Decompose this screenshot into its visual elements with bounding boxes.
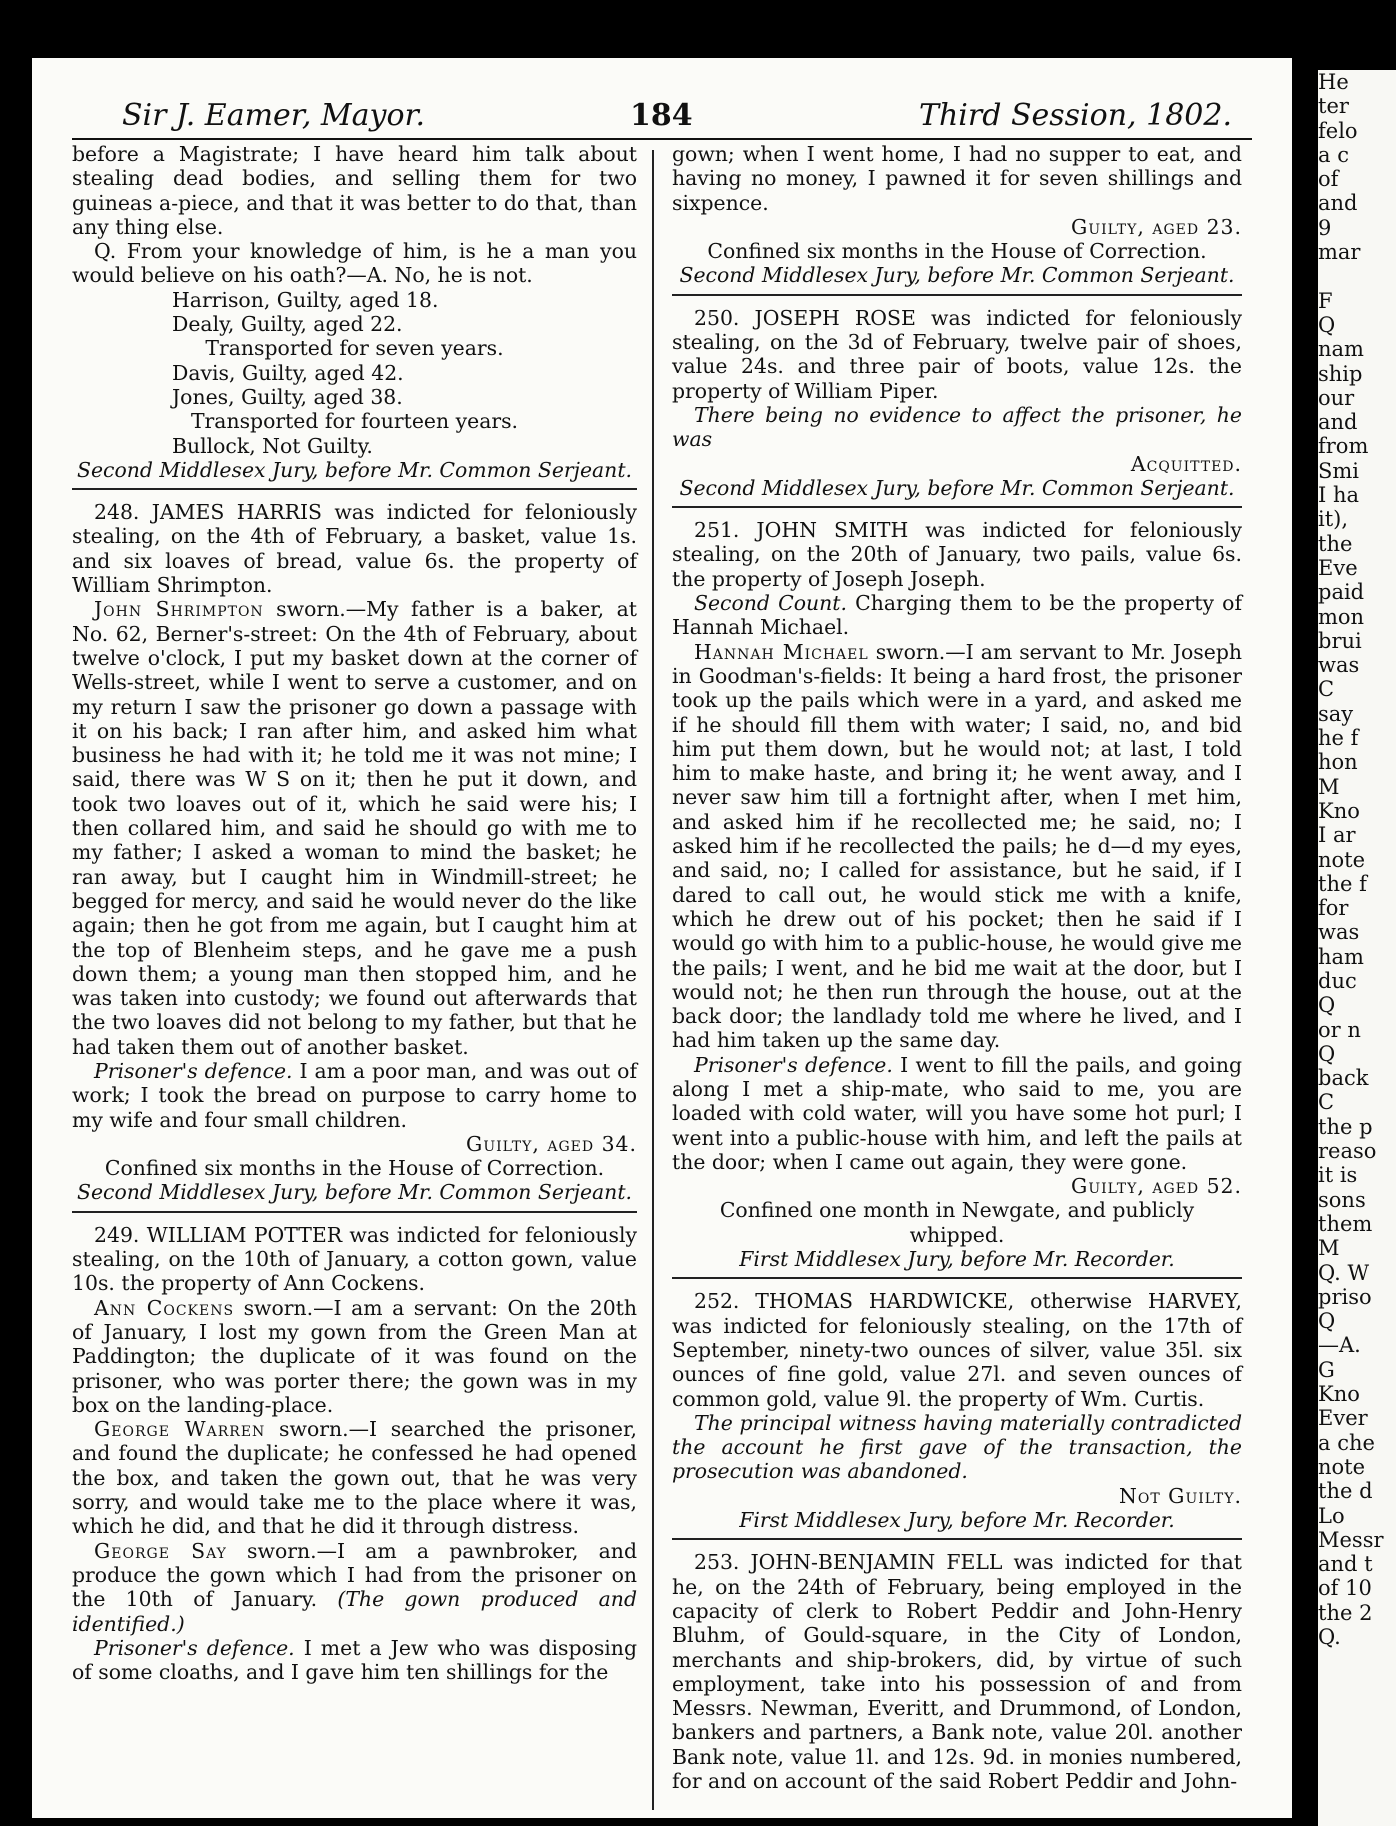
prisoner-defence [672,1053,1242,1174]
defence-label: Prisoner's defence. [694,1052,893,1077]
defence-label: Prisoner's defence. [94,1058,293,1083]
witness-testimony [72,1417,637,1538]
verdict-line: Davis, Guilty, aged 42. [172,360,404,385]
next-page-fragment: Q [1318,312,1336,337]
next-page-fragment: I ar [1318,823,1356,848]
witness-name: John Shrimpton [94,597,264,622]
next-page-fragment: our [1318,385,1355,410]
jury-line: Second Middlesex Jury, before Mr. Common Serjeant. [679,475,1235,500]
testimony-text: sworn.—I am servant to Mr. Joseph in Goodman's-fields: It being a hard frost, the prisoner took up the pails which were in a yard, and asked me if he should fill them with water; I said, no, and bid him put them down, but he would not; at last, I told him to make haste, and bring it; he went away, and I never saw him till a fortnight after, when I met him, and asked him if he recollected me; he said, no; I asked him if he recollected the pails; he d—d my eyes, and said, no; I called for assistance, but he said, if I dared to call out, he would stick me with a knife, which he drew out of his pocket; then he said if I would go with him to a public-house, he would give me the pails; I went, and he bid me wait at the door, but I would not; he then run through the house, out at the back door; the landlady told me where he lived, and I had him taken up the same day. [672,639,1243,1053]
next-page-fragment: M [1318,774,1340,799]
case-title: 249. WILLIAM POTTER was indicted for feloniously stealing, on the 10th of January, a cotton gown, value 10s. the property of Ann Cockens. [72,1222,637,1296]
section-rule [672,1277,1242,1279]
left-column [72,142,637,1684]
next-page-fragment: I ha [1318,483,1360,508]
next-page-fragment: brui [1318,628,1362,653]
next-page-fragment: He [1318,70,1349,94]
jury-line: First Middlesex Jury, before Mr. Recorder. [739,1508,1175,1533]
next-page-fragment: the 2 [1318,1600,1373,1625]
next-page-fragment: note [1318,1454,1366,1479]
verdict-line: Guilty, aged 23. [1071,214,1242,239]
next-page-fragment: Eve [1318,555,1358,580]
next-page-fragment: C [1318,1090,1335,1115]
witness-testimony [672,640,1242,1053]
section-rule [672,506,1242,508]
defence-label: Prisoner's defence. [94,1635,295,1660]
next-page-fragment: mar [1318,240,1361,265]
section-rule [672,294,1242,296]
prisoner-defence [72,1059,637,1132]
jury-line: First Middlesex Jury, before Mr. Recorder. [739,1247,1175,1272]
next-page-fragment: mon [1318,604,1365,629]
case-title: 253. JOHN-BENJAMIN FELL was indicted for that he, on the 24th of February, being employed in the capacity of clerk to Robert Peddir and John-Henry Bluhm, of Gould-square, in the City of London, merchants and ship-brokers, did, by virtue of such employment, take into his possession of and from Messrs. Newman, Everitt, and Drummond, of London, bankers and partners, a Bank note, value 20l. another Bank note, value 1l. and 12s. 9d. in monies numbered, for and on account of the said Robert Peddir and John- [672,1550,1242,1793]
next-page-fragment: ham [1318,944,1364,969]
intro-paragraph: before a Magistrate; I have heard him talk about stealing dead bodies, and selling them for two guineas a-piece, and that it was better to do that, than any thing else. [72,142,637,239]
document-page [32,58,1292,1818]
next-page-fragment: Kno [1318,1382,1360,1407]
next-page-fragment: back [1318,1066,1369,1091]
next-page-fragment: from [1318,434,1369,459]
section-rule [672,1538,1242,1540]
next-page-fragment: the f [1318,871,1367,896]
next-page-fragment: Lo [1318,1503,1345,1528]
header-mayor: Sir J. Eamer, Mayor. [122,98,426,133]
next-page-fragment: and t [1318,1552,1373,1577]
next-page-fragment [1318,264,1396,288]
next-page-fragment: paid [1318,580,1365,605]
next-page-fragment: Q. [1318,1625,1341,1649]
next-page-edge [1318,70,1396,1826]
next-page-fragment: it), [1318,507,1349,532]
verdict-line: Guilty, aged 34. [466,1131,637,1156]
page-number: 184 [630,98,693,133]
case-note: The principal witness having materially contradicted the account he first gave of the transaction, the prosecution was abandoned. [672,1410,1242,1484]
next-page-fragment: Messr [1318,1527,1384,1552]
section-rule [72,488,637,490]
next-page-fragment: ter [1318,94,1349,119]
jury-line: Second Middlesex Jury, before Mr. Common Serjeant. [679,263,1235,288]
next-page-fragment: 9 [1318,215,1332,240]
sentence-line: Transported for fourteen years. [190,409,519,434]
next-page-fragment: note [1318,847,1366,872]
testimony-text: sworn.—I am a pawnbroker, and produce the gown which I had from the prisoner on the 10th of January. [72,1538,637,1612]
next-page-fragment: a c [1318,142,1349,167]
jury-line: Second Middlesex Jury, before Mr. Common Serjeant. [77,1180,632,1205]
jury-line: Second Middlesex Jury, before Mr. Common Serjeant. [77,457,632,482]
next-page-fragment: —A. [1318,1333,1361,1358]
verdict-line: Dealy, Guilty, aged 22. [172,312,403,337]
verdict-line: Not Guilty. [1119,1483,1242,1508]
case-title: 250. JOSEPH ROSE was indicted for feloniously stealing, on the 3d of February, twelve pair of shoes, value 24s. and three pair of boots, value 12s. the property of William Piper. [672,305,1242,403]
next-page-fragment: Smi [1318,458,1360,483]
next-page-fragment: Kno [1318,798,1360,823]
defence-text: I went to fill the pails, and going along I met a ship-mate, who said to me, you are loaded with cold water, will you have some hot purl; I went into a public-house with him, and left the pails at the door; when I came out again, they were gone. [672,1052,1243,1174]
case-title: 251. JOHN SMITH was indicted for feloniously stealing, on the 20th of January, two pails, value 6s. the property of Joseph Joseph. [672,518,1242,591]
verdict-line: Guilty, aged 52. [1071,1174,1242,1199]
next-page-fragment: M [1318,1236,1340,1261]
next-page-fragment: a che [1318,1430,1375,1455]
next-page-fragment: say [1318,701,1354,726]
next-page-fragment: for [1318,896,1349,921]
next-page-fragment: Q [1318,993,1336,1018]
next-page-fragment: priso [1318,1284,1372,1309]
next-page-fragment: nam [1318,337,1364,362]
prisoner-defence [72,1636,637,1685]
witness-name: Ann Cockens [94,1295,235,1320]
next-page-fragment: Q [1318,1041,1336,1066]
next-page-fragment: was [1318,653,1360,678]
next-page-fragment: hon [1318,750,1358,775]
exhibit-note: (The gown produced and identified.) [72,1587,637,1636]
continued-defence: gown; when I went home, I had no supper to eat, and having no money, I pawned it for seven shillings and sixpence. [672,142,1242,215]
next-page-fragment: C [1318,677,1335,702]
next-page-fragment: ship [1318,361,1363,386]
verdict-line: Jones, Guilty, aged 38. [172,384,403,409]
witness-testimony [72,597,637,1059]
next-page-fragment: was [1318,920,1360,945]
next-page-fragment: and [1318,191,1358,216]
case-note: There being no evidence to affect the prisoner, he was [672,402,1242,452]
second-count [672,591,1242,640]
header-session: Third Session, 1802. [918,98,1232,133]
count-text: Charging them to be the property of Hannah Michael. [672,591,1243,640]
next-page-fragment: F [1318,288,1333,313]
right-column [672,142,1242,1793]
sentence-line: Transported for seven years. [205,336,504,361]
page-header [72,94,1252,140]
next-page-fragment: the p [1318,1114,1373,1139]
next-page-fragment: of 10 [1318,1576,1372,1601]
next-page-fragment: Q [1318,1309,1336,1334]
witness-name: Hannah Michael [694,639,869,664]
defence-text: I am a poor man, and was out of work; I took the bread on purpose to carry home to my wife and four small children. [72,1058,638,1132]
verdict-line: Acquitted. [1130,451,1242,476]
next-page-fragment: and [1318,410,1358,435]
intro-question: Q. From your knowledge of him, is he a man you would believe on his oath?—A. No, he is not. [72,239,637,288]
next-page-fragment: the d [1318,1479,1373,1504]
testimony-text: sworn.—I am a servant: On the 20th of January, I lost my gown from the Green Man at Paddington; the duplicate of it was found on the prisoner, who was porter there; the gown was in my box on the landing-place. [72,1295,637,1417]
verdict-line: Bullock, Not Guilty. [172,433,373,458]
count-label: Second Count. [694,591,847,616]
section-rule [72,1211,637,1213]
sentence-line: Confined six months in the House of Correction. [104,1156,605,1181]
next-page-fragment: duc [1318,968,1357,993]
witness-testimony [72,1296,637,1417]
next-page-fragment: reaso [1318,1139,1377,1164]
column-divider [652,150,654,1810]
next-page-fragment: the [1318,531,1353,556]
next-page-fragment: it is [1318,1163,1358,1188]
verdict-line: Harrison, Guilty, aged 18. [172,287,439,312]
defence-text: I met a Jew who was disposing of some cloaths, and I gave him ten shillings for the [72,1635,637,1685]
sentence-line: Confined six months in the House of Correction. [707,239,1207,264]
next-page-fragment: Q. W [1318,1260,1370,1285]
witness-testimony [72,1539,637,1636]
witness-name: George Say [94,1538,227,1563]
case-title: 252. THOMAS HARDWICKE, otherwise HARVEY, was indicted for feloniously stealing, on the 17th of September, ninety-two ounces of silver, value 35l. six ounces of fine gold, value 27l. and seven ounces of common gold, value 9l. the property of Wm. Curtis. [672,1289,1242,1411]
witness-name: George Warren [94,1417,266,1442]
next-page-fragment: them [1318,1211,1373,1236]
next-page-fragment: or n [1318,1017,1361,1042]
next-page-fragment: G [1318,1357,1335,1382]
case-title: 248. JAMES HARRIS was indicted for feloniously stealing, on the 4th of February, a basket, value 1s. and six loaves of bread, value 6s. the property of William Shrimpton. [72,500,637,598]
next-page-fragment: felo [1318,118,1358,143]
next-page-fragment: Ever [1318,1406,1368,1431]
testimony-text: sworn.—My father is a baker, at No. 62, Berner's-street: On the 4th of February, about twelve o'clock, I put my basket down at the corner of Wells-street, while I went to serve a customer, and on my return I saw the prisoner go down a passage with it on his back; I ran after him, and asked him what business he had with it; he told me it was not mine; I said, there was W S on it; then he put it down, and took two loaves out of it, which he said were his; I then collared him, and said he should go with me to my father; I asked a woman to mind the basket; he ran away, but I caught him in Windmill-street; he begged for mercy, and said he would never do the like again; then he got from me again, but I caught him at the top of Blenheim steps, and he gave me a push down them; a young man then stopped him, and he was taken into custody; we found out afterwards that the two loaves did not belong to my father, but that he had taken them out of another basket. [72,597,637,1059]
testimony-text: sworn.—I searched the prisoner, and found the duplicate; he confessed he had opened the box, and taken the gown out, that he was very sorry, and would take me to the place where it was, which he did, and that he did it through distress. [72,1417,637,1539]
next-page-fragment: he f [1318,726,1359,751]
next-page-fragment: sons [1318,1187,1366,1212]
sentence-line: Confined one month in Newgate, and publicly whipped. [719,1198,1195,1247]
next-page-fragment: of [1318,167,1339,192]
